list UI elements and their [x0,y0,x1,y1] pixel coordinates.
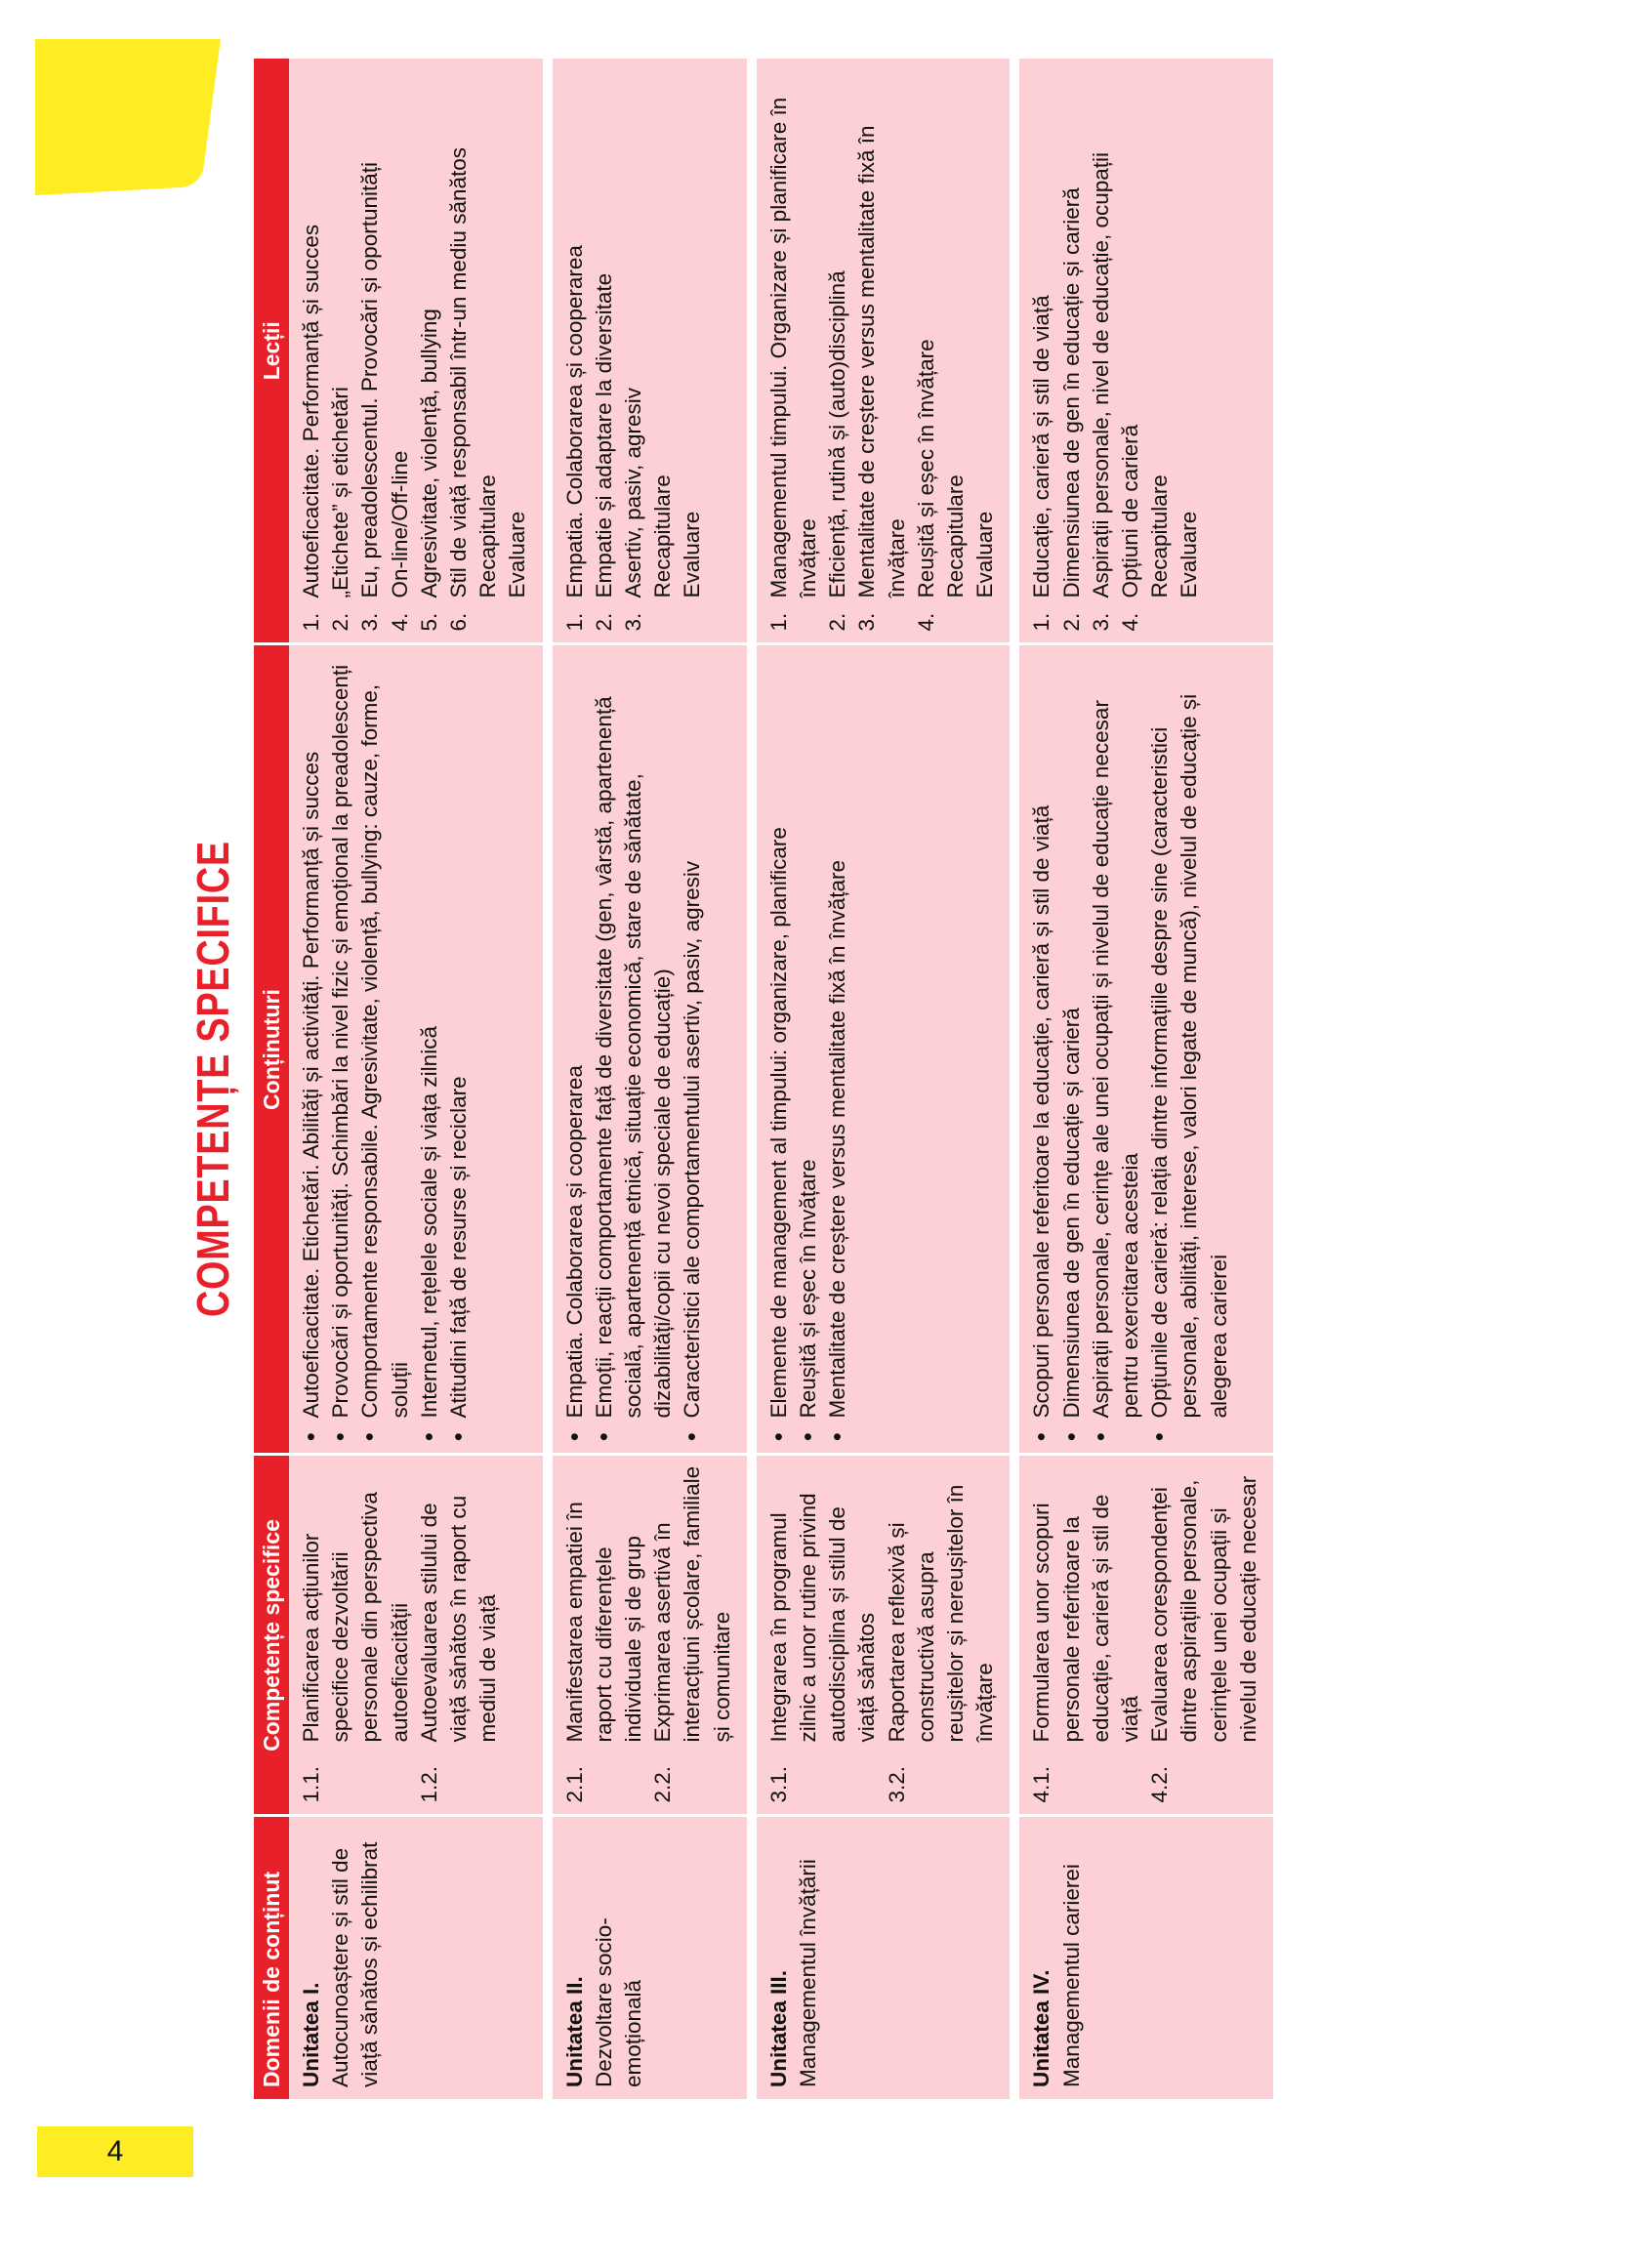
lesson-number: 4. [1118,612,1143,632]
lesson-item [386,68,415,632]
lesson-number: 4. [387,612,412,632]
lesson-item [1057,68,1087,632]
competence-number: 3.2. [884,1765,909,1803]
contents-cell [1019,644,1273,1455]
list-item: ● Opțiunile de carieră: relația dintre informațiile despre sine (caracteristici personale, abilități, interese, valori legate de muncă), nivelul de educație și alegerea carierei [1145,656,1234,1442]
lesson-text: Eficiență, rutină și (auto)disciplină [825,270,850,598]
lesson-item [415,68,444,632]
competence-text: Raportarea reflexivă și constructivă asupra reușitelor și nereușitelor în învățare [884,1484,998,1743]
list-item: ● Internetul, rețelele sociale și viața zilnică [415,656,444,1442]
lesson-text: Aspirații personale, nivel de educație, ocupații [1088,151,1113,598]
lesson-item [764,68,823,632]
lessons-cell [1019,59,1273,644]
competence-item [883,1466,1001,1803]
lesson-text: Evaluare [972,511,998,598]
lesson-number: 6. [446,612,472,632]
lesson-number [648,598,678,632]
competence-table [254,59,1273,2099]
contents-list [764,656,853,1442]
lessons-list [297,68,533,632]
table-row [553,59,747,2099]
lesson-text: Recapitulare [1147,474,1173,598]
lesson-item [678,68,707,632]
competence-number: 4.2. [1147,1765,1173,1803]
lesson-item [1087,68,1116,632]
lesson-text: Mentalitate de creștere versus mentalitate fixă în învățare [854,125,909,598]
contents-cell [553,644,747,1455]
lesson-text: Eu, preadolescentul. Provocări și oportunități [357,162,383,598]
table-body [289,59,1273,2099]
lesson-text: Reușită și eșec în învățare [913,339,938,598]
lesson-number [474,598,503,632]
list-item: ● Scopuri personale referitoare la educație, carieră și stil de viață [1027,656,1056,1442]
list-item: ● Comportamente responsabile. Agresivitate, violență, bullying: cauze, forme, soluții [355,656,414,1442]
lesson-number: 3. [357,612,383,632]
list-item: ● Provocări și oportunități. Schimbări la nivel fizic și emoțional la preadolescenți [326,656,355,1442]
domain-text: Autocunoaștere și stil de viață sănătos și echilibrat [328,1841,383,2087]
row-gap [747,59,757,2099]
competence-item [764,1466,883,1803]
row-gap [543,59,553,2099]
domain-text: Managementul învățării [796,1859,821,2087]
competence-item [648,1466,737,1803]
domain-text: Managementul carierei [1058,1864,1084,2087]
lesson-text: Empatie și adaptare la diversitate [591,272,616,598]
lesson-text: Managementul timpului. Organizare și planificare în învățare [765,97,821,598]
competence-number: 3.1. [765,1765,791,1803]
contents-list [560,656,708,1442]
lesson-number [971,598,1000,632]
list-item: ● Elemente de management al timpului: organizare, planificare [764,656,794,1442]
lesson-number [503,598,532,632]
lesson-number: 3. [854,612,880,632]
lesson-number: 1. [1029,612,1054,632]
lesson-text: Evaluare [505,511,530,598]
lessons-list [764,68,1001,632]
lesson-text: Stil de viață responsabil într-un mediu sănătos [446,146,472,598]
lesson-item [444,68,474,632]
lesson-number [941,598,971,632]
list-item: ● Dimensiunea de gen în educație și carieră [1057,656,1087,1442]
lessons-cell [757,59,1011,644]
gap-cell [543,59,553,2099]
lesson-item [648,68,678,632]
lessons-list [560,68,708,632]
competence-text: Planificarea acțiunilor specifice dezvoltării personale din perspectiva autoeficacității [299,1492,412,1743]
unit-title: Unitatea II. [561,1976,587,2087]
lesson-text: Asertiv, pasiv, agresiv [621,388,646,598]
competence-item [297,1466,415,1803]
lesson-text: On-line/Off-line [387,450,412,598]
header-contents: Conținuturi [254,644,289,1455]
lesson-item [355,68,385,632]
page-title: COMPETENȚE SPECIFICE [187,841,238,1317]
lesson-text: Agresivitate, violență, bullying [416,309,441,598]
lesson-item [326,68,355,632]
lesson-number [678,598,707,632]
lesson-item [297,68,326,632]
header-competences: Competențe specifice [254,1455,289,1816]
lesson-text: Empatia. Colaborarea și cooperarea [561,245,587,598]
lesson-number: 3. [1088,612,1113,632]
lesson-item [823,68,852,632]
domain-cell [757,1816,1011,2099]
competences-cell [289,1455,543,1816]
domain-cell [1019,1816,1273,2099]
lesson-text: „Etichete” și etichetări [328,387,353,598]
domain-cell [289,1816,543,2099]
list-item: ● Caracteristici ale comportamentului asertiv, pasiv, agresiv [678,656,707,1442]
lesson-item [619,68,648,632]
header-domains: Domenii de conținut [254,1816,289,2099]
list-item: ● Mentalitate de creștere versus mentalitate fixă în învățare [823,656,852,1442]
rotated-page [184,59,1394,2099]
page-number: 4 [37,2126,193,2177]
lesson-number [1145,598,1175,632]
lesson-text: Evaluare [680,511,705,598]
competence-number: 1.1. [299,1765,323,1803]
table-header-row [254,59,289,2099]
lesson-item [1116,68,1145,632]
gap-cell [747,59,757,2099]
lesson-item [1145,68,1175,632]
lessons-list [1027,68,1204,632]
competences-cell [553,1455,747,1816]
competence-number: 4.1. [1029,1765,1054,1803]
lesson-text: Evaluare [1177,511,1202,598]
list-item: ● Empatia. Colaborarea și cooperarea [560,656,590,1442]
gap-cell [1010,59,1019,2099]
lesson-number: 2. [591,612,616,632]
contents-list [1027,656,1233,1442]
competence-number: 2.1. [561,1765,587,1803]
competences-cell [1019,1455,1273,1816]
lesson-number: 1. [561,612,587,632]
lesson-number: 3. [621,612,646,632]
competences-cell [757,1455,1011,1816]
lesson-text: Autoeficacitate. Performanță și succes [299,224,323,598]
list-item: ● Reușită și eșec în învățare [794,656,823,1442]
contents-list [297,656,474,1442]
lesson-number: 2. [825,612,850,632]
table-row [289,59,543,2099]
lessons-cell [289,59,543,644]
list-item: ● Emoții, reacții comportamente față de diversitate (gen, vârstă, apartenență socială, apartenență etnică, situație economică, stare de sănătate, dizabilități/copii cu nevoi speciale de educație) [590,656,679,1442]
lesson-text: Educație, carieră și stil de viață [1029,295,1054,598]
competence-text: Exprimarea asertivă în interacțiuni școlare, familiale și comunitare [650,1465,734,1743]
competence-text: Autoevaluarea stilului de viață sănătos în raport cu mediul de viață [416,1495,501,1743]
lesson-item [503,68,532,632]
lesson-item [590,68,619,632]
lesson-text: Dimensiunea de gen în educație și carieră [1058,187,1084,598]
competence-text: Integrarea în programul zilnic a unor rutine privind autodisciplina și stilul de viață sănătos [765,1493,880,1743]
domain-cell [553,1816,747,2099]
competence-text: Formularea unor scopuri personale referitoare la educație, carieră și stil de viață [1029,1494,1143,1743]
lesson-number [1175,598,1204,632]
header-lessons: Lecții [254,59,289,644]
unit-title: Unitatea IV. [1029,1969,1054,2087]
lesson-item [912,68,941,632]
competence-number: 2.2. [650,1765,676,1803]
unit-title: Unitatea III. [765,1969,791,2087]
contents-cell [289,644,543,1455]
list-item: ● Aspirații personale, cerințe ale unei ocupații și nivelul de educație necesar pentru exercitarea acesteia [1087,656,1145,1442]
competence-number: 1.2. [416,1765,441,1803]
table-row [1019,59,1273,2099]
lesson-text: Recapitulare [943,474,969,598]
competence-item [1145,1466,1263,1803]
lesson-text: Opțiuni de carieră [1118,424,1143,598]
lesson-item [941,68,971,632]
unit-title: Unitatea I. [299,1982,323,2087]
lesson-item [1175,68,1204,632]
lesson-number: 2. [328,612,353,632]
lesson-number: 4. [913,612,938,632]
list-item: ● Autoeficacitate. Etichetări. Abilități și activități. Performanță și succes [297,656,326,1442]
lesson-item [852,68,911,632]
lesson-number: 1. [765,612,791,632]
table-row [757,59,1011,2099]
lesson-number: 5. [416,612,441,632]
contents-cell [757,644,1011,1455]
competence-text: Manifestarea empatiei în raport cu diferențele individuale și de grup [561,1502,646,1743]
lesson-number: 1. [299,612,323,632]
lesson-text: Recapitulare [475,474,501,598]
lesson-item [971,68,1000,632]
lesson-item [1027,68,1056,632]
lessons-cell [553,59,747,644]
row-gap [1010,59,1019,2099]
domain-text: Dezvoltare socio-emoțională [591,1917,646,2087]
competence-item [560,1466,649,1803]
competence-item [415,1466,504,1803]
lesson-item [474,68,503,632]
competence-item [1027,1466,1145,1803]
list-item: ● Atitudini față de resurse și reciclare [444,656,474,1442]
lesson-text: Recapitulare [650,474,676,598]
lesson-item [560,68,590,632]
competence-text: Evaluarea corespondenței dintre aspirațiile personale, cerințele unei ocupații și nivelul de educație necesar [1147,1475,1260,1743]
lesson-number: 2. [1058,612,1084,632]
